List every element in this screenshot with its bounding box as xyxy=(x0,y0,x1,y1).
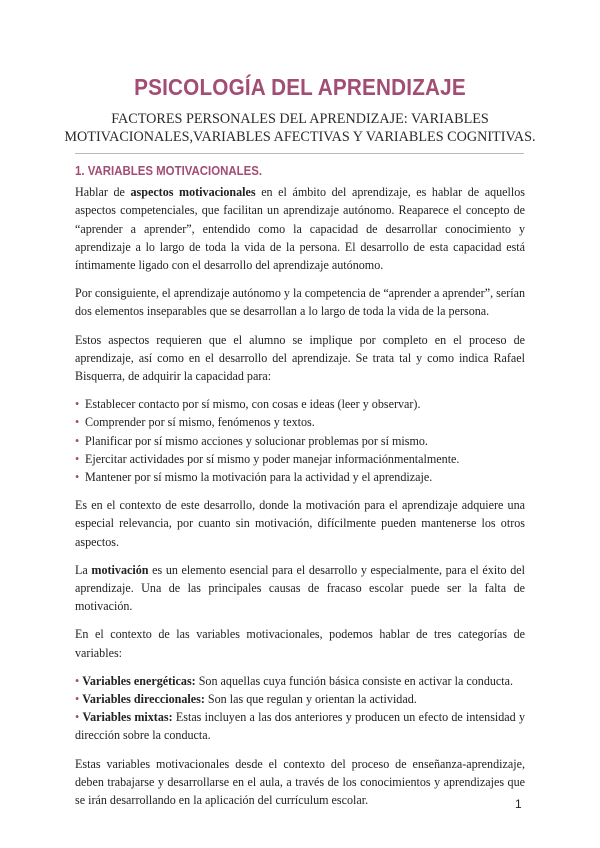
page-number: 1 xyxy=(515,797,522,811)
bullet-icon: • xyxy=(75,470,80,485)
capacity-list xyxy=(75,395,525,486)
list-item xyxy=(75,468,525,486)
list-item xyxy=(75,450,525,468)
paragraph-5 xyxy=(75,561,525,616)
paragraph-5-text-b: es un elemento esencial para el desarrollo y especialmente, para el éxito del aprendizaje. Una de las principales causas de fracaso escolar puede ser la falta de motivación. xyxy=(75,562,525,614)
section-heading: 1. VARIABLES MOTIVACIONALES. xyxy=(75,163,263,178)
variable-desc: Estas incluyen a las dos anteriores y producen un efecto de intensidad y dirección sobre la conducta. xyxy=(75,710,526,743)
list-item-text: Planificar por sí mismo acciones y solucionar problemas por sí mismo. xyxy=(85,433,428,448)
bullet-icon: • xyxy=(75,415,80,430)
list-item-text: Ejercitar actividades por sí mismo y poder manejar informaciónmentalmente. xyxy=(85,451,460,466)
variable-item xyxy=(75,672,525,690)
document-body xyxy=(75,162,525,819)
paragraph-5-bold: motivación xyxy=(91,562,149,577)
bullet-icon: • xyxy=(75,710,80,725)
paragraph-2: Por consiguiente, el aprendizaje autónomo y la competencia de “aprender a aprender”, serían dos elementos inseparables que se desarrollan a lo largo de toda la vida de la persona. xyxy=(75,286,525,319)
title-divider xyxy=(75,153,524,154)
bullet-icon: • xyxy=(75,433,80,448)
bullet-icon: • xyxy=(75,692,80,707)
bullet-icon: • xyxy=(75,451,80,466)
variables-list xyxy=(75,672,525,745)
variable-item xyxy=(75,690,525,708)
list-item-text: Establecer contacto por sí mismo, con cosas e ideas (leer y observar). xyxy=(85,397,421,412)
list-item-text: Mantener por sí mismo la motivación para la actividad y el aprendizaje. xyxy=(85,470,433,485)
list-item xyxy=(75,432,525,450)
variable-desc: Son aquellas cuya función básica consiste en activar la conducta. xyxy=(195,673,514,688)
paragraph-7: Estas variables motivacionales desde el contexto del proceso de enseñanza-aprendizaje, deben trabajarse y desarrollarse en el aula, a través de los conocimientos y aprendizajes que se irán desarrollando en la aplicación del currículum escolar. xyxy=(75,756,525,808)
variable-name: Variables energéticas: xyxy=(82,673,196,688)
paragraph-1 xyxy=(75,183,525,274)
paragraph-3: Estos aspectos requieren que el alumno se implique por completo en el proceso de aprendizaje, así como en el desarrollo del aprendizaje. Se trata tal y como indica Rafael Bisquerra, de adquirir la capacidad para: xyxy=(75,332,525,384)
document-title: PSICOLOGÍA DEL APRENDIZAJE xyxy=(134,74,466,100)
paragraph-6: En el contexto de las variables motivacionales, podemos hablar de tres categorías de variables: xyxy=(75,627,525,660)
document-subtitle: FACTORES PERSONALES DEL APRENDIZAJE: VARIABLES MOTIVACIONALES,VARIABLES AFECTIVAS Y VARIABLES COGNITIVAS. xyxy=(64,111,536,145)
list-item-text: Comprender por sí mismo, fenómenos y textos. xyxy=(85,415,315,430)
variable-desc: Son las que regulan y orientan la actividad. xyxy=(204,692,417,707)
paragraph-4: Es en el contexto de este desarrollo, donde la motivación para el aprendizaje adquiere una especial relevancia, por cuanto sin motivación, difícilmente pueden mantenerse los otros aspectos. xyxy=(75,498,525,549)
list-item xyxy=(75,395,525,413)
list-item xyxy=(75,413,525,431)
variable-name: Variables mixtas: xyxy=(82,710,173,725)
variable-item xyxy=(75,708,525,744)
bullet-icon: • xyxy=(75,673,80,688)
paragraph-1-bold: aspectos motivacionales xyxy=(130,185,256,200)
bullet-icon: • xyxy=(75,397,80,412)
paragraph-5-text-a: La xyxy=(75,562,92,577)
paragraph-1-text-b: en el ámbito del aprendizaje, es hablar de aquellos aspectos competenciales, que facilitan un aprendizaje autónomo. Reaparece el concepto de “aprender a aprender”, entendido como la capacidad de desarrollar conocimiento y aprendizaje a lo largo de toda la vida de la persona. El desarrollo de esta capacidad está íntimamente ligado con el desarrollo del aprendizaje autónomo. xyxy=(75,185,525,273)
paragraph-1-text-a: Hablar de xyxy=(75,185,131,200)
variable-name: Variables direccionales: xyxy=(82,692,205,707)
